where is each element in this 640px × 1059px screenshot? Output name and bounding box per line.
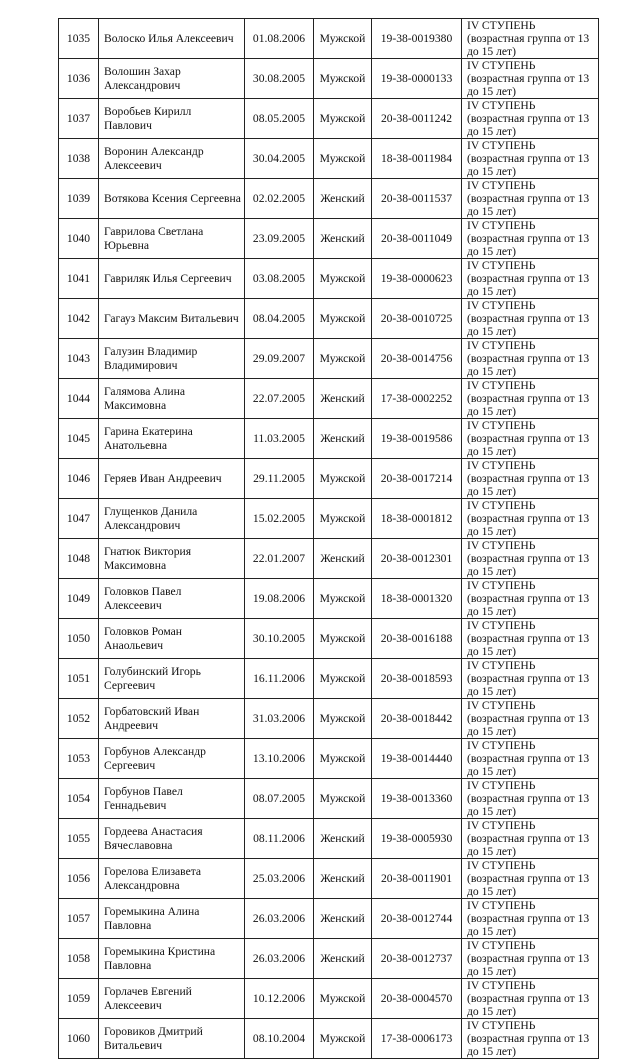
row-number-cell: 1045 (59, 419, 99, 459)
full-name-cell: Галямова Алина Максимовна (99, 379, 245, 419)
gender-cell: Мужской (314, 779, 372, 819)
birth-date-cell: 30.08.2005 (245, 59, 314, 99)
birth-date-cell: 08.04.2005 (245, 299, 314, 339)
full-name-cell: Горовиков Дмитрий Витальевич (99, 1019, 245, 1059)
uin-cell: 20-38-0017214 (372, 459, 462, 499)
stage-cell: IV СТУПЕНЬ (возрастная группа от 13 до 15 лет) (462, 539, 599, 579)
gender-cell: Мужской (314, 339, 372, 379)
table-row (59, 579, 599, 619)
uin-cell: 20-38-0004570 (372, 979, 462, 1019)
birth-date-cell: 31.03.2006 (245, 699, 314, 739)
birth-date-cell: 30.04.2005 (245, 139, 314, 179)
birth-date-cell: 25.03.2006 (245, 859, 314, 899)
uin-cell: 20-38-0011901 (372, 859, 462, 899)
table-row (59, 19, 599, 59)
row-number-cell: 1055 (59, 819, 99, 859)
stage-cell: IV СТУПЕНЬ (возрастная группа от 13 до 15 лет) (462, 99, 599, 139)
full-name-cell: Глущенков Данила Александрович (99, 499, 245, 539)
table-row (59, 499, 599, 539)
full-name-cell: Горелова Елизавета Александровна (99, 859, 245, 899)
row-number-cell: 1039 (59, 179, 99, 219)
stage-cell: IV СТУПЕНЬ (возрастная группа от 13 до 15 лет) (462, 579, 599, 619)
birth-date-cell: 16.11.2006 (245, 659, 314, 699)
full-name-cell: Воробьев Кирилл Павлович (99, 99, 245, 139)
gender-cell: Женский (314, 539, 372, 579)
birth-date-cell: 15.02.2005 (245, 499, 314, 539)
row-number-cell: 1059 (59, 979, 99, 1019)
birth-date-cell: 08.11.2006 (245, 819, 314, 859)
gender-cell: Мужской (314, 19, 372, 59)
uin-cell: 19-38-0013360 (372, 779, 462, 819)
row-number-cell: 1046 (59, 459, 99, 499)
uin-cell: 20-38-0012744 (372, 899, 462, 939)
table-row (59, 539, 599, 579)
birth-date-cell: 30.10.2005 (245, 619, 314, 659)
full-name-cell: Воронин Александр Алексеевич (99, 139, 245, 179)
gender-cell: Мужской (314, 659, 372, 699)
full-name-cell: Галузин Владимир Владимирович (99, 339, 245, 379)
uin-cell: 20-38-0011242 (372, 99, 462, 139)
row-number-cell: 1047 (59, 499, 99, 539)
gender-cell: Женский (314, 859, 372, 899)
uin-cell: 20-38-0018593 (372, 659, 462, 699)
gender-cell: Мужской (314, 619, 372, 659)
birth-date-cell: 10.12.2006 (245, 979, 314, 1019)
uin-cell: 18-38-0001812 (372, 499, 462, 539)
table-row (59, 659, 599, 699)
row-number-cell: 1048 (59, 539, 99, 579)
stage-cell: IV СТУПЕНЬ (возрастная группа от 13 до 15 лет) (462, 859, 599, 899)
birth-date-cell: 26.03.2006 (245, 899, 314, 939)
row-number-cell: 1051 (59, 659, 99, 699)
uin-cell: 20-38-0012301 (372, 539, 462, 579)
stage-cell: IV СТУПЕНЬ (возрастная группа от 13 до 15 лет) (462, 179, 599, 219)
table-row (59, 779, 599, 819)
birth-date-cell: 08.07.2005 (245, 779, 314, 819)
full-name-cell: Гордеева Анастасия Вячеславовна (99, 819, 245, 859)
gender-cell: Мужской (314, 579, 372, 619)
birth-date-cell: 29.11.2005 (245, 459, 314, 499)
row-number-cell: 1044 (59, 379, 99, 419)
full-name-cell: Волошин Захар Александрович (99, 59, 245, 99)
birth-date-cell: 22.01.2007 (245, 539, 314, 579)
table-row (59, 459, 599, 499)
uin-cell: 17-38-0002252 (372, 379, 462, 419)
uin-cell: 19-38-0000623 (372, 259, 462, 299)
full-name-cell: Горлачев Евгений Алексеевич (99, 979, 245, 1019)
table-row (59, 859, 599, 899)
table-row (59, 419, 599, 459)
stage-cell: IV СТУПЕНЬ (возрастная группа от 13 до 15 лет) (462, 619, 599, 659)
full-name-cell: Волоско Илья Алексеевич (99, 19, 245, 59)
gender-cell: Женский (314, 179, 372, 219)
birth-date-cell: 29.09.2007 (245, 339, 314, 379)
table-row (59, 339, 599, 379)
stage-cell: IV СТУПЕНЬ (возрастная группа от 13 до 15 лет) (462, 339, 599, 379)
row-number-cell: 1040 (59, 219, 99, 259)
full-name-cell: Головков Роман Анаольевич (99, 619, 245, 659)
stage-cell: IV СТУПЕНЬ (возрастная группа от 13 до 15 лет) (462, 419, 599, 459)
birth-date-cell: 08.05.2005 (245, 99, 314, 139)
row-number-cell: 1038 (59, 139, 99, 179)
stage-cell: IV СТУПЕНЬ (возрастная группа от 13 до 15 лет) (462, 979, 599, 1019)
full-name-cell: Гнатюк Виктория Максимовна (99, 539, 245, 579)
stage-cell: IV СТУПЕНЬ (возрастная группа от 13 до 15 лет) (462, 819, 599, 859)
uin-cell: 19-38-0019586 (372, 419, 462, 459)
uin-cell: 17-38-0006173 (372, 1019, 462, 1059)
row-number-cell: 1052 (59, 699, 99, 739)
gender-cell: Мужской (314, 1019, 372, 1059)
birth-date-cell: 03.08.2005 (245, 259, 314, 299)
gender-cell: Мужской (314, 99, 372, 139)
uin-cell: 20-38-0012737 (372, 939, 462, 979)
table-row (59, 739, 599, 779)
stage-cell: IV СТУПЕНЬ (возрастная группа от 13 до 15 лет) (462, 459, 599, 499)
row-number-cell: 1056 (59, 859, 99, 899)
stage-cell: IV СТУПЕНЬ (возрастная группа от 13 до 15 лет) (462, 139, 599, 179)
gender-cell: Женский (314, 219, 372, 259)
full-name-cell: Гагауз Максим Витальевич (99, 299, 245, 339)
full-name-cell: Вотякова Ксения Сергеевна (99, 179, 245, 219)
stage-cell: IV СТУПЕНЬ (возрастная группа от 13 до 15 лет) (462, 659, 599, 699)
table-row (59, 99, 599, 139)
table-row (59, 299, 599, 339)
gender-cell: Женский (314, 899, 372, 939)
table-row (59, 819, 599, 859)
gender-cell: Мужской (314, 59, 372, 99)
uin-cell: 20-38-0018442 (372, 699, 462, 739)
row-number-cell: 1058 (59, 939, 99, 979)
gender-cell: Мужской (314, 499, 372, 539)
birth-date-cell: 02.02.2005 (245, 179, 314, 219)
row-number-cell: 1037 (59, 99, 99, 139)
gender-cell: Мужской (314, 259, 372, 299)
stage-cell: IV СТУПЕНЬ (возрастная группа от 13 до 15 лет) (462, 899, 599, 939)
uin-cell: 20-38-0011537 (372, 179, 462, 219)
row-number-cell: 1043 (59, 339, 99, 379)
gender-cell: Мужской (314, 299, 372, 339)
gender-cell: Мужской (314, 699, 372, 739)
birth-date-cell: 08.10.2004 (245, 1019, 314, 1059)
uin-cell: 20-38-0014756 (372, 339, 462, 379)
table-row (59, 179, 599, 219)
stage-cell: IV СТУПЕНЬ (возрастная группа от 13 до 15 лет) (462, 1019, 599, 1059)
table-row (59, 219, 599, 259)
stage-cell: IV СТУПЕНЬ (возрастная группа от 13 до 15 лет) (462, 299, 599, 339)
stage-cell: IV СТУПЕНЬ (возрастная группа от 13 до 15 лет) (462, 779, 599, 819)
table-row (59, 979, 599, 1019)
row-number-cell: 1053 (59, 739, 99, 779)
gender-cell: Мужской (314, 459, 372, 499)
row-number-cell: 1042 (59, 299, 99, 339)
full-name-cell: Голубинский Игорь Сергеевич (99, 659, 245, 699)
birth-date-cell: 19.08.2006 (245, 579, 314, 619)
row-number-cell: 1036 (59, 59, 99, 99)
table-row (59, 1019, 599, 1059)
table-row (59, 139, 599, 179)
full-name-cell: Гавриляк Илья Сергеевич (99, 259, 245, 299)
table-row (59, 259, 599, 299)
table-row (59, 619, 599, 659)
stage-cell: IV СТУПЕНЬ (возрастная группа от 13 до 15 лет) (462, 699, 599, 739)
full-name-cell: Горбунов Павел Геннадьевич (99, 779, 245, 819)
uin-cell: 18-38-0011984 (372, 139, 462, 179)
table-row (59, 699, 599, 739)
stage-cell: IV СТУПЕНЬ (возрастная группа от 13 до 15 лет) (462, 219, 599, 259)
gender-cell: Мужской (314, 979, 372, 1019)
row-number-cell: 1057 (59, 899, 99, 939)
gender-cell: Женский (314, 819, 372, 859)
row-number-cell: 1060 (59, 1019, 99, 1059)
full-name-cell: Гарина Екатерина Анатольевна (99, 419, 245, 459)
table-row (59, 939, 599, 979)
full-name-cell: Горбатовский Иван Андреевич (99, 699, 245, 739)
birth-date-cell: 01.08.2006 (245, 19, 314, 59)
full-name-cell: Головков Павел Алексеевич (99, 579, 245, 619)
gender-cell: Женский (314, 939, 372, 979)
row-number-cell: 1041 (59, 259, 99, 299)
gender-cell: Мужской (314, 739, 372, 779)
stage-cell: IV СТУПЕНЬ (возрастная группа от 13 до 15 лет) (462, 59, 599, 99)
stage-cell: IV СТУПЕНЬ (возрастная группа от 13 до 15 лет) (462, 379, 599, 419)
uin-cell: 19-38-0019380 (372, 19, 462, 59)
stage-cell: IV СТУПЕНЬ (возрастная группа от 13 до 15 лет) (462, 499, 599, 539)
gender-cell: Женский (314, 419, 372, 459)
stage-cell: IV СТУПЕНЬ (возрастная группа от 13 до 15 лет) (462, 259, 599, 299)
row-number-cell: 1049 (59, 579, 99, 619)
stage-cell: IV СТУПЕНЬ (возрастная группа от 13 до 15 лет) (462, 19, 599, 59)
uin-cell: 20-38-0016188 (372, 619, 462, 659)
table-row (59, 379, 599, 419)
birth-date-cell: 11.03.2005 (245, 419, 314, 459)
uin-cell: 20-38-0010725 (372, 299, 462, 339)
birth-date-cell: 23.09.2005 (245, 219, 314, 259)
birth-date-cell: 26.03.2006 (245, 939, 314, 979)
row-number-cell: 1050 (59, 619, 99, 659)
birth-date-cell: 13.10.2006 (245, 739, 314, 779)
stage-cell: IV СТУПЕНЬ (возрастная группа от 13 до 15 лет) (462, 939, 599, 979)
uin-cell: 19-38-0005930 (372, 819, 462, 859)
row-number-cell: 1054 (59, 779, 99, 819)
full-name-cell: Геряев Иван Андреевич (99, 459, 245, 499)
gender-cell: Мужской (314, 139, 372, 179)
full-name-cell: Гаврилова Светлана Юрьевна (99, 219, 245, 259)
row-number-cell: 1035 (59, 19, 99, 59)
uin-cell: 18-38-0001320 (372, 579, 462, 619)
uin-cell: 19-38-0000133 (372, 59, 462, 99)
full-name-cell: Горемыкина Алина Павловна (99, 899, 245, 939)
registry-table (58, 18, 599, 1059)
stage-cell: IV СТУПЕНЬ (возрастная группа от 13 до 15 лет) (462, 739, 599, 779)
table-body (59, 19, 599, 1059)
table-row (59, 899, 599, 939)
full-name-cell: Горемыкина Кристина Павловна (99, 939, 245, 979)
uin-cell: 19-38-0014440 (372, 739, 462, 779)
full-name-cell: Горбунов Александр Сергеевич (99, 739, 245, 779)
birth-date-cell: 22.07.2005 (245, 379, 314, 419)
table-row (59, 59, 599, 99)
uin-cell: 20-38-0011049 (372, 219, 462, 259)
gender-cell: Женский (314, 379, 372, 419)
